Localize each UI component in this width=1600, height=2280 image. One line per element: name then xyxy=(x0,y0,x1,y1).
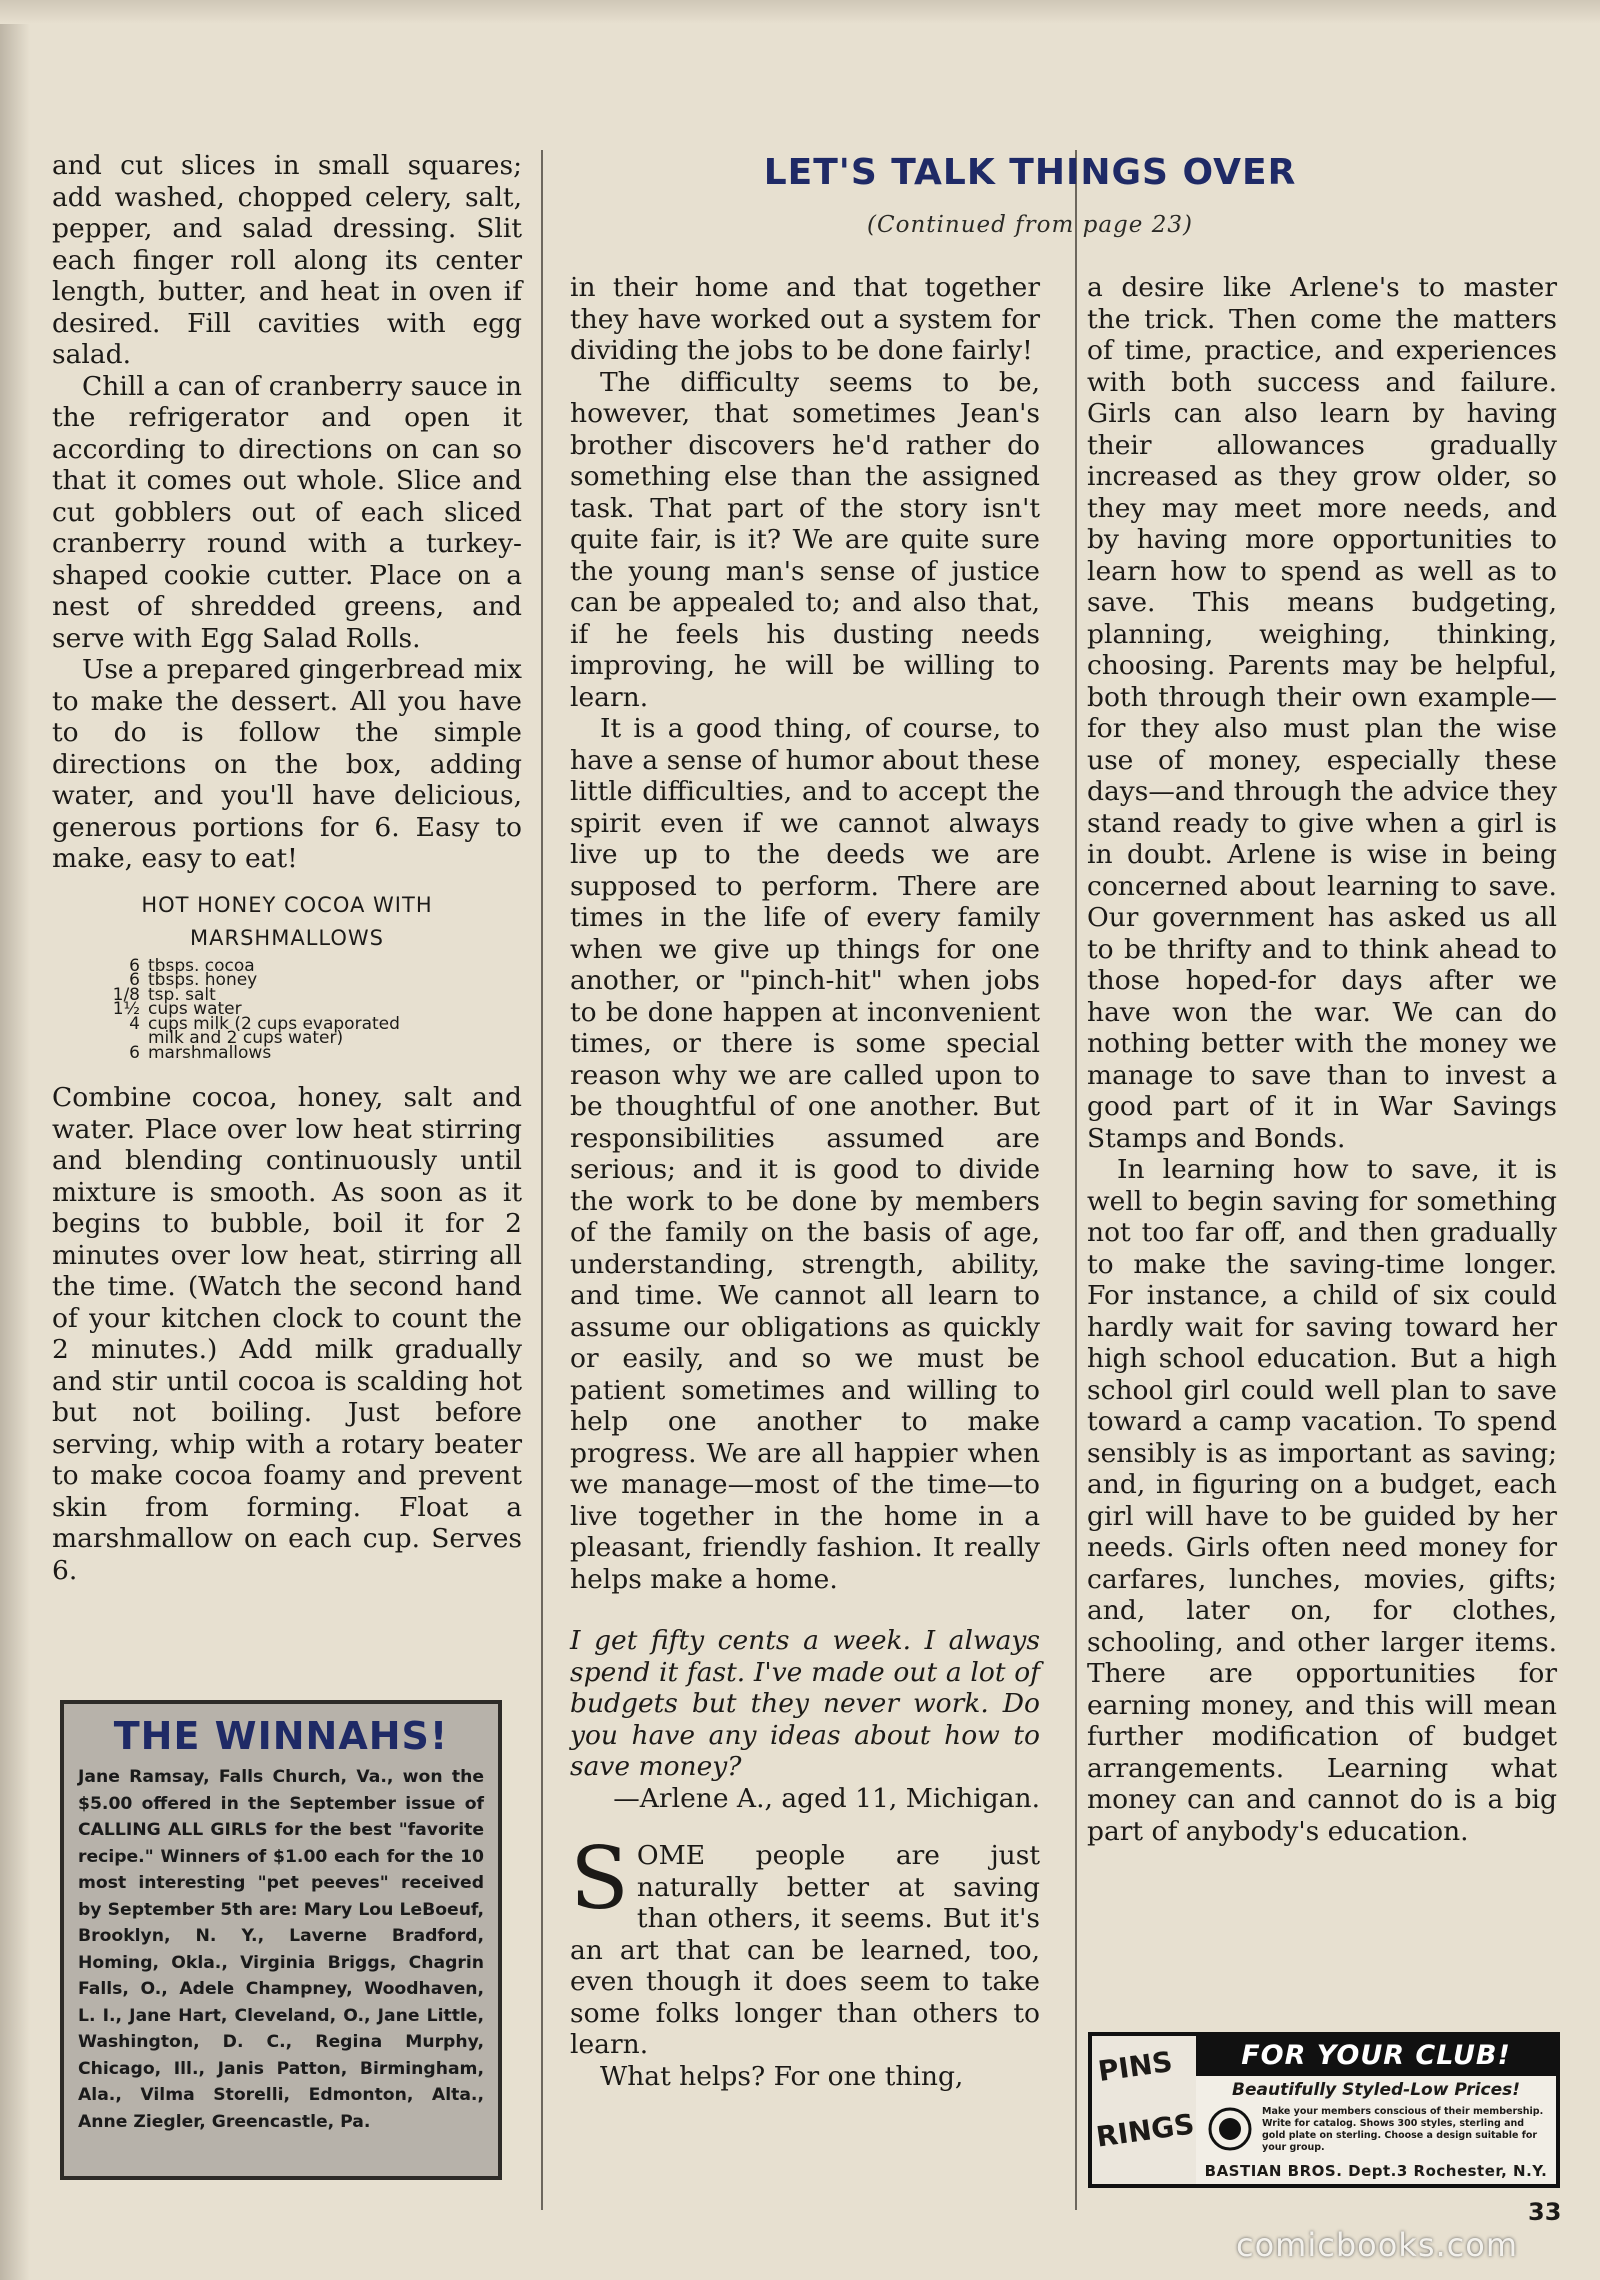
winners-text: Jane Ramsay, Falls Church, Va., won the $5.00 offered in the September issue of CALLING ALL GIRLS for the best "favorite recipe." Winners of $1.00 each for the 10 most interesting "pet peeves" received by September 5th are: Mary Lou LeBoeuf, Brooklyn, N. Y., Laverne Bradford, Homing, Okla., Virginia Briggs, Chagrin Falls, O., Adele Champney, Woodhaven, L. I., Jane Hart, Cleveland, O., Jane Little, Washington, D. C., Regina Murphy, Chicago, Ill., Janis Patton, Birmingham, Ala., Vilma Storelli, Edmonton, Alta., Anne Ziegler, Greencastle, Pa. xyxy=(78,1767,484,2132)
ingredient-text: tbsps. honey xyxy=(148,970,258,990)
watermark: comicbooks.com xyxy=(1236,2226,1519,2264)
recipe-title-line: HOT HONEY COCOA WITH xyxy=(141,892,433,917)
ad-rings-label: RINGS xyxy=(1094,2107,1197,2154)
ad-subtitle: Beautifully Styled-Low Prices! xyxy=(1232,2080,1520,2100)
article-paragraph: in their home and that together they have worked out a system for dividing the jobs to be done fairly! xyxy=(570,272,1040,366)
ingredient-quantity: 1/8 xyxy=(112,984,140,1005)
recipe-paragraph: and cut slices in small squares; add washed, chopped celery, salt, pepper, and salad dressing. Slit each finger roll along its center length, butter, and heat in oven if desired. Fill cavities with egg salad. xyxy=(52,150,522,370)
ingredient-row xyxy=(52,955,522,976)
page-edge-shadow xyxy=(0,0,30,2280)
ingredient-text: cups water xyxy=(148,999,242,1019)
ingredient-row xyxy=(52,1042,522,1063)
column-rule-right xyxy=(1075,150,1077,2210)
ingredient-row xyxy=(52,1028,522,1048)
ingredient-list xyxy=(52,955,522,1063)
ad-pins-rings-panel xyxy=(1092,2036,1196,2184)
recipe-title-line: MARSHMALLOWS xyxy=(190,925,384,950)
ingredient-quantity: 6 xyxy=(129,970,140,990)
ingredient-quantity: 1½ xyxy=(112,999,140,1019)
pin-emblem-icon xyxy=(1204,2104,1256,2154)
recipe-paragraph: Use a prepared gingerbread mix to make the dessert. All you have to do is follow the simple directions on the box, adding water, and you'll have delicious, generous portions for 6. Easy to make, easy to eat! xyxy=(52,654,522,874)
recipe-paragraph: Combine cocoa, honey, salt and water. Place over low heat stirring and blending continuously until mixture is smooth. As soon as it begins to bubble, boil it for 2 minutes over low heat, stirring all the time. (Watch the second hand of your kitchen clock to count the 2 minutes.) Add milk gradually and stir until cocoa is scalding hot but not boiling. Just before serving, whip with a rotary beater to make cocoa foamy and prevent skin from forming. Float a marshmallow on each cup. Serves 6. xyxy=(52,1082,522,1586)
ingredient-quantity: 4 xyxy=(129,1013,140,1034)
column-article-right xyxy=(1087,272,1557,1847)
article-paragraph: It is a good thing, of course, to have a sense of humor about these little difficulties, and to accept the spirit even if we cannot always live up to the deeds we are supposed to perform. There are times in the life of every family when we give up things for one another, or "pinch-hit" when jobs to be done happen at inconvenient times, or there is some special reason why we are called upon to be thoughtful of one another. But responsibilities assumed are serious; and it is good to divide the work to be done by members of the family on the basis of age, understanding, strength, ability, and time. We cannot all learn to assume our obligations as quickly or easily, and so we must be patient sometimes and willing to help one another to make progress. We are all happier when we manage—most of the time—to live together in the home in a pleasant, friendly fashion. It really helps make a home. xyxy=(570,713,1040,1595)
ingredient-text: tbsps. cocoa xyxy=(148,955,255,976)
ingredient-quantity: 6 xyxy=(129,955,140,976)
article-paragraph: The difficulty seems to be, however, that sometimes Jean's brother discovers he'd rather do something else than the assigned task. That part of the story isn't quite fair, is it? We are quite sure the young man's sense of justice can be appealed to; and also that, if he feels his dusting needs improving, he will be willing to learn. xyxy=(570,366,1040,713)
winners-title: THE WINNAHS! xyxy=(113,1714,449,1758)
article-paragraph: a desire like Arlene's to master the trick. Then come the matters of time, practice, and experiences with both success and failure. Girls can also learn by having their allowances gradually increased as they grow older, so they may meet more needs, and by having more opportunities to learn how to spend as well as to save. This means budgeting, planning, weighing, thinking, choosing. Parents may be helpful, both through their own example—for they also must plan the wise use of money, especially these days—and through the advice they stand ready to give when a girl is in doubt. Arlene is wise in being concerned about learning to save. Our government has asked us all to be thrifty and to think ahead to those hoped-for days after we have won the war. We can do nothing better with the money we manage to save than to invest a good part of it in War Savings Stamps and Bonds. xyxy=(1087,272,1557,1154)
article-paragraph: What helps? For one thing, xyxy=(600,2060,964,2092)
recipe-title xyxy=(52,889,522,955)
ingredient-text: milk and 2 cups water) xyxy=(148,1028,344,1048)
column-article-middle xyxy=(570,272,1040,2092)
dropcap-paragraph-text: OME people are just naturally better at saving than others, it seems. But it's an art that can be learned, too, even though it does seem to take some folks longer than others to learn. xyxy=(570,1840,1040,2060)
letter-signature: —Arlene A., aged 11, Michigan. xyxy=(613,1782,1040,1814)
ad-small-print: Make your members conscious of their membership. Write for catalog. Shows 300 styles, sterling and gold plate on sterling. Choose a design suitable for your group. xyxy=(1262,2106,1544,2153)
page-number: 33 xyxy=(1528,2198,1562,2226)
ad-pins-label: PINS xyxy=(1096,2044,1175,2089)
club-pins-advertisement xyxy=(1088,2032,1560,2188)
ingredient-text: cups milk (2 cups evaporated xyxy=(148,1013,400,1034)
continued-note: (Continued from page 23) xyxy=(867,212,1193,238)
ad-footer: BASTIAN BROS. Dept.3 Rochester, N.Y. xyxy=(1204,2162,1548,2180)
column-rule-left xyxy=(541,150,543,2210)
drop-cap: S xyxy=(570,1829,629,1929)
ingredient-quantity: 6 xyxy=(129,1042,140,1063)
ingredient-text: tsp. salt xyxy=(148,984,216,1005)
page-top-shadow xyxy=(0,0,1600,24)
article-paragraph: In learning how to save, it is well to begin saving for something not too far off, and then gradually to make the saving-time longer. For instance, a child of six could hardly wait for saving toward her high school education. But a high school girl could well plan to save toward a camp vacation. To spend sensibly is as important as saving; and, in figuring on a budget, each girl will have to be guided by her needs. Girls often need money for carfares, lunches, movies, gifts; and, later on, for clothes, schooling, and other larger items. There are opportunities for earning money, and this will mean further modification of budget arrangements. Learning what money can and cannot do is a big part of anybody's education. xyxy=(1087,1154,1557,1847)
article-paragraph-dropcap xyxy=(570,1829,1040,2061)
ad-banner: FOR YOUR CLUB! xyxy=(1196,2036,1556,2076)
article-headline: LET'S TALK THINGS OVER xyxy=(763,152,1297,193)
ingredient-text: marshmallows xyxy=(148,1042,272,1063)
column-recipes xyxy=(52,150,522,1586)
reader-letter: I get fifty cents a week. I always spend it fast. I've made out a lot of budgets but they never work. Do you have any ideas about how to save money? xyxy=(570,1625,1040,1782)
recipe-paragraph: Chill a can of cranberry sauce in the refrigerator and open it according to directions on can so that it comes out whole. Slice and cut gobblers out of each sliced cranberry round with a turkey-shaped cookie cutter. Place on a nest of shredded greens, and serve with Egg Salad Rolls. xyxy=(52,370,522,654)
winners-box xyxy=(60,1700,502,2180)
